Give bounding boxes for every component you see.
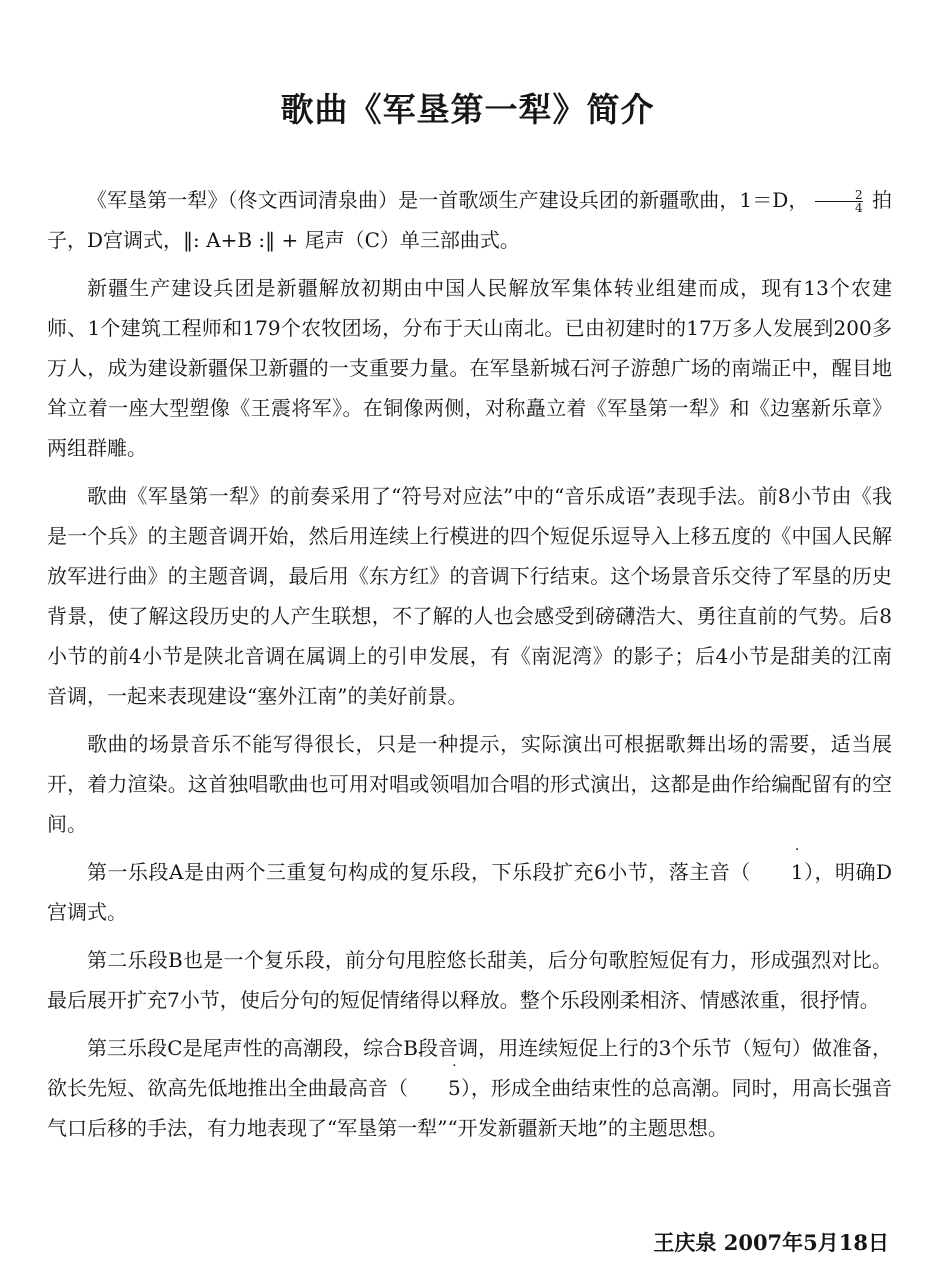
time-signature [815, 189, 863, 214]
paragraph-section-c [47, 1028, 892, 1148]
time-signature-denominator: 4 [815, 201, 863, 214]
intro-text-part1: 《军垦第一犁》（佟文西词清泉曲）是一首歌颂生产建设兵团的新疆歌曲，1＝D， [87, 188, 809, 212]
time-signature-numerator: 2 [854, 188, 863, 202]
section-a-text-after: ），明确D宫调式。 [47, 860, 892, 924]
section-a-text-before: 第一乐段A是由两个三重复句构成的复乐段，下乐段扩充6小节，落主音（ [87, 860, 751, 884]
paragraph-bingtuan: 新疆生产建设兵团是新疆解放初期由中国人民解放军集体转业组建而成，现有13个农建师、1个建筑工程师和179个农牧团场，分布于天山南北。已由初建时的17万多人发展到200多万人，成为建设新疆保卫新疆的一支重要力量。在军垦新城石河子游憩广场的南端正中，醒目地耸立着一座大型塑像《王震将军》。在铜像两侧，对称矗立着《军垦第一犁》和《边塞新乐章》两组群雕。 [47, 276, 892, 460]
paragraph-section-a [47, 842, 892, 932]
page-title: 歌曲《军垦第一犁》简介 [280, 90, 655, 129]
high-octave-dot: · [794, 842, 800, 858]
highest-note [408, 1058, 461, 1108]
high-octave-dot: · [452, 1058, 457, 1074]
high-tonic-note [751, 842, 804, 892]
high-tonic-note-digit: 1 [790, 860, 804, 884]
intro-text-part2: 拍子，D宫调式，‖: A+B :‖ + 尾声（C）单三部曲式。 [47, 188, 893, 252]
paragraph-intro [47, 180, 892, 260]
section-c-text-before: 第三乐段C是尾声性的高潮段，综合B段音调，用连续短促上行的3个乐节（短句）做准备，欲长先短、欲高先低地推出全曲最高音（ [47, 1036, 892, 1100]
highest-note-digit: 5 [448, 1076, 461, 1100]
author-signature-date: 王庆泉 2007年5月18日 [653, 1230, 889, 1255]
paragraph-scene-music: 歌曲的场景音乐不能写得很长，只是一种提示，实际演出可根据歌舞出场的需要，适当展开，着力渲染。这首独唱歌曲也可用对唱或领唱加合唱的形式演出，这都是曲作给编配留有的空间。 [47, 732, 892, 836]
paragraph-section-b: 第二乐段B也是一个复乐段，前分句甩腔悠长甜美，后分句歌腔短促有力，形成强烈对比。最后展开扩充7小节，使后分句的短促情绪得以释放。整个乐段刚柔相济、情感浓重，很抒情。 [47, 948, 892, 1012]
section-c-text-after: ），形成全曲结束性的总高潮。同时，用高长强音气口后移的手法，有力地表现了“军垦第一犁”“开发新疆新天地”的主题思想。 [47, 1076, 893, 1140]
paragraph-prelude: 歌曲《军垦第一犁》的前奏采用了“符号对应法”中的“音乐成语”表现手法。前8小节由《我是一个兵》的主题音调开始，然后用连续上行模进的四个短促乐逗导入上移五度的《中国人民解放军进行曲》的主题音调，最后用《东方红》的音调下行结束。这个场景音乐交待了军垦的历史背景，使了解这段历史的人产生联想，不了解的人也会感受到磅礴浩大、勇往直前的气势。后8小节的前4小节是陕北音调在属调上的引申发展，有《南泥湾》的影子；后4小节是甜美的江南音调，一起来表现建设“塞外江南”的美好前景。 [47, 484, 892, 708]
article-body [47, 180, 892, 1156]
